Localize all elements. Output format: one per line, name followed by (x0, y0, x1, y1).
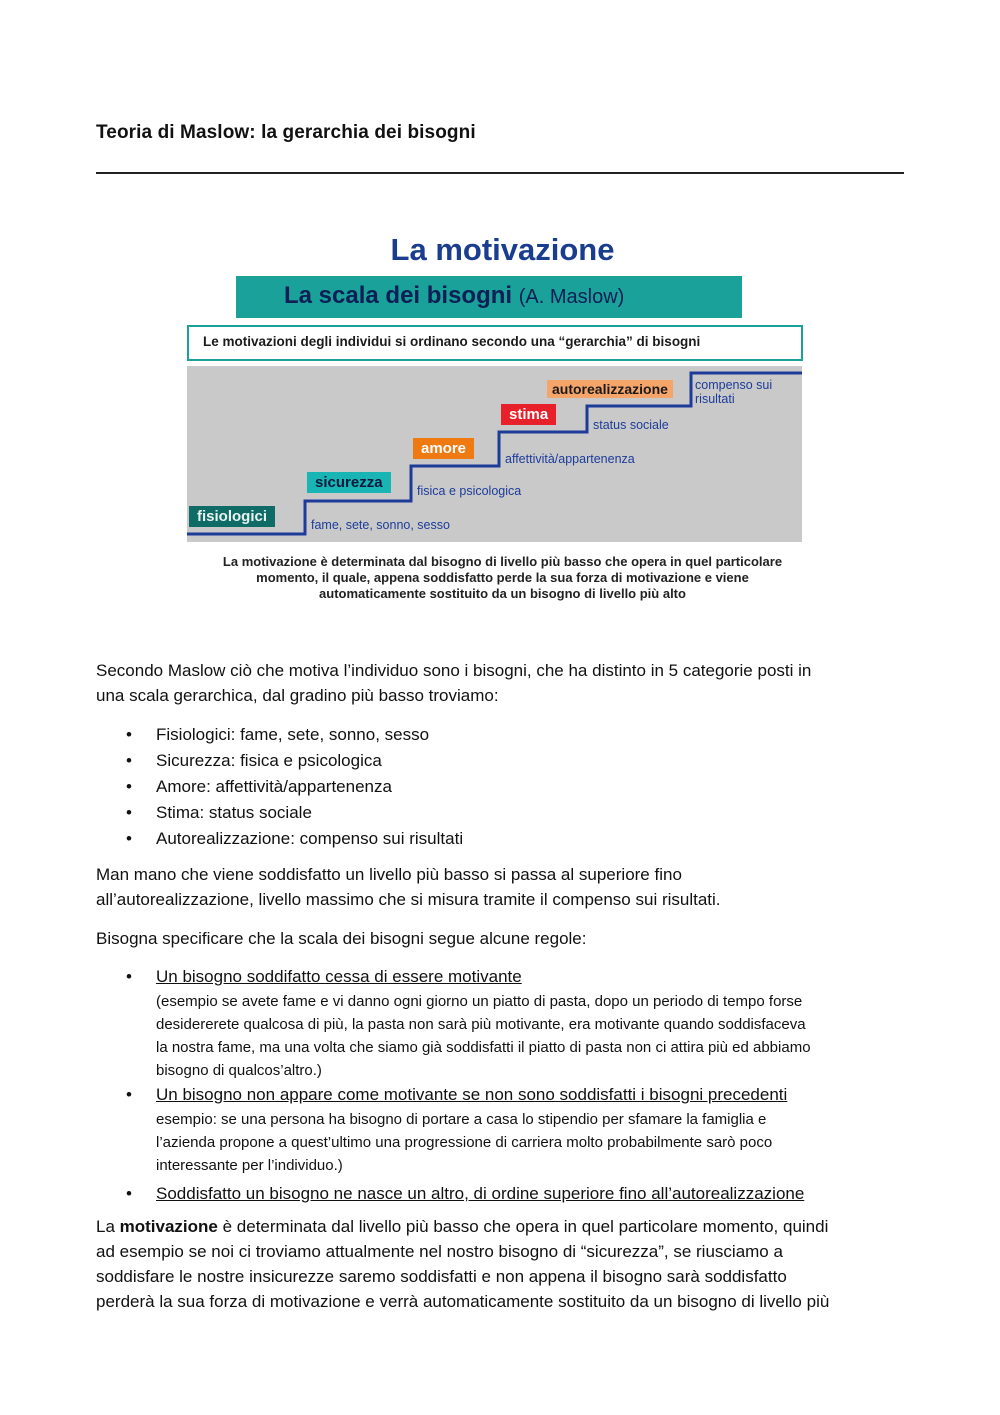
list-item (96, 826, 906, 852)
figure-caption-line: La motivazione è determinata dal bisogno di livello più basso che opera in quel particolare (222, 554, 783, 569)
rule-note-line: desidererete qualcosa di più, la pasta non sarà più motivante, era motivante quando soddisfaceva (156, 1016, 806, 1033)
paragraph-line: soddisfare le nostre insicurezze saremo soddisfatti e non appena il bisogno sarà soddisfatto (96, 1267, 787, 1286)
step-label-sicurezza: sicurezza (307, 472, 391, 493)
list-item-text: Autorealizzazione: compenso sui risultati (156, 829, 464, 848)
step-label-fisiologici: fisiologici (189, 506, 275, 527)
bullet-icon: • (126, 1184, 132, 1203)
paragraph-line (96, 1214, 906, 1239)
rule-item (96, 964, 906, 1082)
list-item (96, 774, 906, 800)
figure-caption (185, 554, 820, 602)
rule-note-line: la nostra fame, ma una volta che siamo già soddisfatti il piatto di pasta non ci attira più ed abbiamo (156, 1039, 811, 1056)
figure-caption-line: momento, il quale, appena soddisfatto perde la sua forza di motivazione e viene (256, 570, 749, 585)
banner-main: La scala dei bisogni (284, 282, 513, 309)
figure-banner-text (284, 282, 624, 310)
list-item (96, 800, 906, 826)
intro-paragraph (96, 658, 906, 708)
list-item (96, 722, 906, 748)
step-desc-autorealizzazione-line2: risultati (695, 392, 735, 406)
step-desc-sicurezza: fisica e psicologica (417, 484, 522, 498)
rule-note-line: esempio: se una persona ha bisogno di portare a casa lo stipendio per sfamare la famiglia e (156, 1111, 767, 1128)
intro-line: Secondo Maslow ciò che motiva l’individuo sono i bisogni, che ha distinto in 5 categorie posti in (96, 661, 812, 680)
step-desc-amore: affettività/appartenenza (505, 452, 635, 466)
figure-banner (236, 276, 742, 318)
paragraph-line: Man mano che viene soddisfatto un livello più basso si passa al superiore fino (96, 865, 682, 884)
progression-paragraph (96, 862, 906, 912)
list-item-text: Stima: status sociale (156, 803, 312, 822)
rule-item (96, 1181, 906, 1207)
bullet-icon: • (126, 1085, 132, 1104)
conclusion-paragraph (96, 1214, 906, 1314)
list-item-text: Sicurezza: fisica e psicologica (156, 751, 382, 770)
bullet-icon: • (126, 967, 132, 986)
rules-list (96, 964, 906, 1207)
list-item-text: Amore: affettività/appartenenza (156, 777, 392, 796)
step-desc-autorealizzazione (695, 378, 772, 406)
step-desc-stima: status sociale (593, 418, 669, 432)
rules-intro: Bisogna specificare che la scala dei bisogni segue alcune regole: (96, 929, 587, 948)
rule-heading: Soddisfatto un bisogno ne nasce un altro, di ordine superiore fino all’autorealizzazione (156, 1184, 805, 1203)
banner-author: (A. Maslow) (518, 286, 625, 308)
figure-caption-line: automaticamente sostituito da un bisogno di livello più alto (319, 586, 686, 601)
figure-statement-box (187, 325, 803, 361)
step-label-stima: stima (501, 404, 556, 425)
rule-item (96, 1082, 906, 1177)
conclusion-rest: è determinata dal livello più basso che opera in quel particolare momento, quindi (217, 1217, 829, 1236)
bullet-icon: • (126, 803, 132, 822)
figure-heading: La motivazione (390, 232, 615, 267)
title-underline (96, 172, 904, 174)
stairs-panel (187, 366, 802, 542)
rule-note-line: (esempio se avete fame e vi danno ogni giorno un piatto di pasta, dopo un periodo di tempo forse (156, 993, 803, 1010)
paragraph-line: perderà la sua forza di motivazione e verrà automaticamente sostituito da un bisogno di livello più (96, 1292, 830, 1311)
bullet-icon: • (126, 725, 132, 744)
step-desc-autorealizzazione-line1: compenso sui (695, 378, 773, 392)
rule-note-line: interessante per l’individuo.) (156, 1157, 343, 1174)
rule-note-line: bisogno di qualcos’altro.) (156, 1062, 322, 1079)
bullet-icon: • (126, 829, 132, 848)
step-label-amore: amore (413, 438, 474, 459)
maslow-figure (165, 220, 840, 620)
bullet-icon: • (126, 777, 132, 796)
step-label-autorealizzazione: autorealizzazione (547, 380, 673, 398)
rule-heading: Un bisogno non appare come motivante se non sono soddisfatti i bisogni precedenti (156, 1085, 788, 1104)
step-desc-fisiologici: fame, sete, sonno, sesso (311, 518, 450, 532)
list-item (96, 748, 906, 774)
rule-heading: Un bisogno soddifatto cessa di essere motivante (156, 967, 522, 986)
figure-statement: Le motivazioni degli individui si ordinano secondo una “gerarchia” di bisogni (203, 334, 701, 349)
paragraph-line: all’autorealizzazione, livello massimo che si misura tramite il compenso sui risultati. (96, 890, 721, 909)
conclusion-prefix: La (96, 1217, 120, 1236)
bullet-icon: • (126, 751, 132, 770)
page-title: Teoria di Maslow: la gerarchia dei bisogni (96, 122, 476, 143)
paragraph-line: ad esempio se noi ci troviamo attualmente nel nostro bisogno di “sicurezza”, se riusciamo a (96, 1242, 783, 1261)
intro-line: una scala gerarchica, dal gradino più basso troviamo: (96, 686, 499, 705)
rule-note-line: l’azienda propone a quest’ultimo una progressione di carriera molto probabilmente sarò poco (156, 1134, 773, 1151)
conclusion-bold: motivazione (119, 1217, 218, 1236)
list-item-text: Fisiologici: fame, sete, sonno, sesso (156, 725, 430, 744)
categories-list (96, 722, 906, 852)
